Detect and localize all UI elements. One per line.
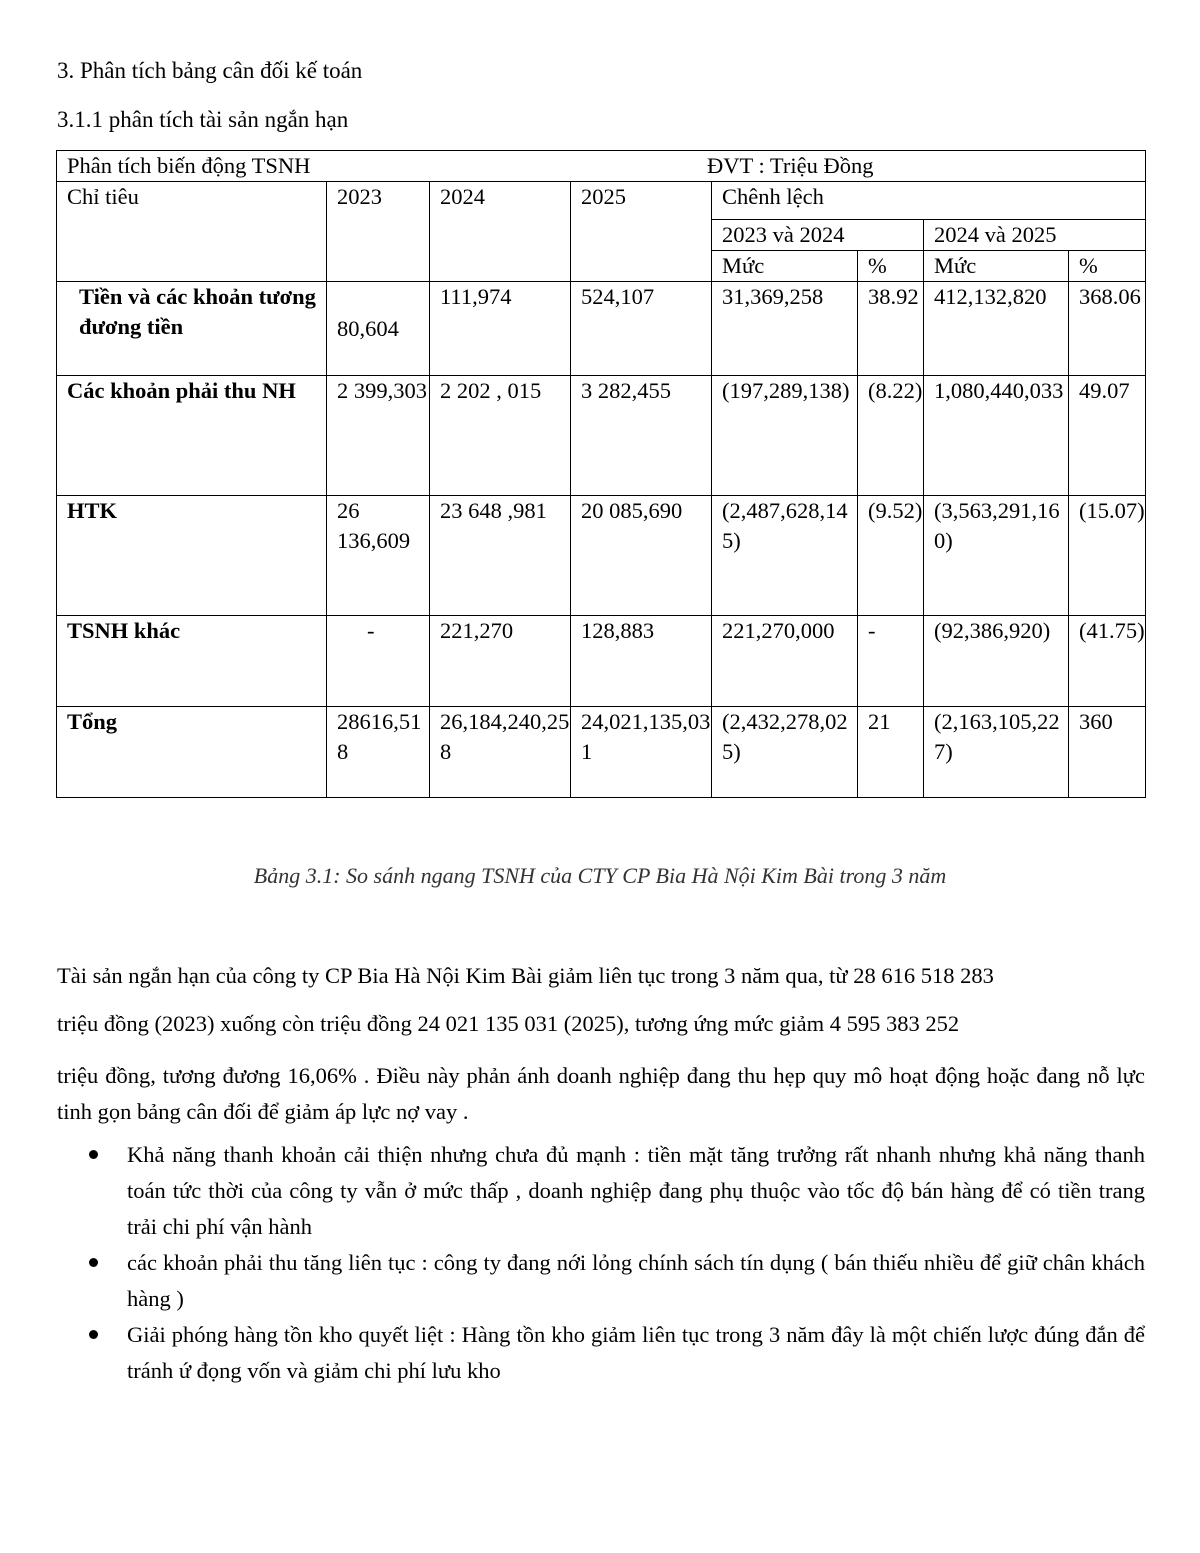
list-item xyxy=(57,1245,1145,1317)
bullet-text: Khả năng thanh khoản cải thiện nhưng chưa đủ mạnh : tiền mặt tăng trưởng rất nhanh nhưng khả năng thanh toán tức thời của công ty vẫn ở mức thấp , doanh nghiệp đang phụ thuộc vào tốc độ bán hàng để có tiền trang trải chi phí vận hành xyxy=(127,1142,1145,1239)
row-label: HTK xyxy=(57,496,327,616)
cell-level-b: (2,163,105,227) xyxy=(924,707,1069,798)
header-2024: 2024 xyxy=(430,182,571,282)
cell-pct-b: (15.07) xyxy=(1069,496,1146,616)
table-row xyxy=(57,376,1146,496)
cell-level-b: 1,080,440,033 xyxy=(924,376,1069,496)
row-label: Tổng xyxy=(57,707,327,798)
header-indicator: Chỉ tiêu xyxy=(57,182,327,282)
header-2025: 2025 xyxy=(571,182,712,282)
paragraph-line-2: triệu đồng (2023) xuống còn triệu đồng 24 021 135 031 (2025), tương ứng mức giảm 4 595 383 252 xyxy=(57,1011,960,1036)
cell-level-b: (92,386,920) xyxy=(924,616,1069,707)
cell-2025: 3 282,455 xyxy=(571,376,712,496)
list-item xyxy=(57,1137,1145,1245)
cell-2023: 28616,518 xyxy=(327,707,430,798)
cell-2023: 80,604 xyxy=(327,282,430,376)
row-label: Các khoản phải thu NH xyxy=(57,376,327,496)
header-difference: Chênh lệch xyxy=(712,182,1146,220)
cell-2024: 2 202 , 015 xyxy=(430,376,571,496)
cell-level-a: 221,270,000 xyxy=(712,616,858,707)
table-title: Phân tích biến động TSNH xyxy=(67,153,311,178)
cell-pct-a: 21 xyxy=(858,707,924,798)
cell-level-b: 412,132,820 xyxy=(924,282,1069,376)
cell-pct-b: 360 xyxy=(1069,707,1146,798)
header-diff-2024-2025: 2024 và 2025 xyxy=(924,220,1146,251)
row-label: TSNH khác xyxy=(57,616,327,707)
cell-pct-a: (8.22) xyxy=(858,376,924,496)
table-row xyxy=(57,616,1146,707)
header-diff-2023-2024: 2023 và 2024 xyxy=(712,220,924,251)
header-level-a: Mức xyxy=(712,251,858,282)
bullet-list xyxy=(57,1137,1145,1389)
cell-2025: 128,883 xyxy=(571,616,712,707)
header-pct-a: % xyxy=(858,251,924,282)
cell-2025: 20 085,690 xyxy=(571,496,712,616)
bullet-icon xyxy=(89,1150,98,1159)
table-row xyxy=(57,707,1146,798)
table-row xyxy=(57,496,1146,616)
cell-2024: 26,184,240,258 xyxy=(430,707,571,798)
tsnh-analysis-table xyxy=(56,150,1146,798)
cell-pct-b: 49.07 xyxy=(1069,376,1146,496)
cell-2023: 26 136,609 xyxy=(327,496,430,616)
header-pct-b: % xyxy=(1069,251,1146,282)
bullet-icon xyxy=(89,1330,98,1339)
cell-pct-b: 368.06 xyxy=(1069,282,1146,376)
cell-2023: 2 399,303 xyxy=(327,376,430,496)
cell-level-a: 31,369,258 xyxy=(712,282,858,376)
cell-2025: 524,107 xyxy=(571,282,712,376)
unit-label: ĐVT : Triệu Đồng xyxy=(707,153,874,178)
list-item xyxy=(57,1317,1145,1389)
cell-2023: - xyxy=(327,616,430,707)
row-label: Tiền và các khoản tương đương tiền xyxy=(57,282,327,376)
subsection-heading: 3.1.1 phân tích tài sản ngắn hạn xyxy=(57,107,349,132)
paragraph-line-1: Tài sản ngắn hạn của công ty CP Bia Hà Nội Kim Bài giảm liên tục trong 3 năm qua, từ 28 616 518 283 xyxy=(57,963,994,988)
table-caption: Bảng 3.1: So sánh ngang TSNH của CTY CP Bia Hà Nội Kim Bài trong 3 năm xyxy=(253,863,947,888)
cell-2024: 23 648 ,981 xyxy=(430,496,571,616)
section-heading: 3. Phân tích bảng cân đối kế toán xyxy=(57,58,363,83)
header-2023: 2023 xyxy=(327,182,430,282)
cell-2024: 111,974 xyxy=(430,282,571,376)
cell-level-a: (197,289,138) xyxy=(712,376,858,496)
cell-2025: 24,021,135,031 xyxy=(571,707,712,798)
cell-2024: 221,270 xyxy=(430,616,571,707)
cell-pct-a: (9.52) xyxy=(858,496,924,616)
cell-level-b: (3,563,291,160) xyxy=(924,496,1069,616)
cell-pct-a: 38.92 xyxy=(858,282,924,376)
bullet-text: Giải phóng hàng tồn kho quyết liệt : Hàng tồn kho giảm liên tục trong 3 năm đây là một chiến lược đúng đắn để tránh ứ đọng vốn và giảm chi phí lưu kho xyxy=(127,1322,1145,1383)
bullet-text: các khoản phải thu tăng liên tục : công ty đang nới lỏng chính sách tín dụng ( bán thiếu nhiều để giữ chân khách hàng ) xyxy=(127,1250,1145,1311)
header-level-b: Mức xyxy=(924,251,1069,282)
bullet-icon xyxy=(89,1258,98,1267)
cell-level-a: (2,432,278,025) xyxy=(712,707,858,798)
table-row xyxy=(57,282,1146,376)
cell-pct-a: - xyxy=(858,616,924,707)
cell-level-a: (2,487,628,145) xyxy=(712,496,858,616)
cell-pct-b: (41.75) xyxy=(1069,616,1146,707)
table-title-row xyxy=(57,151,1146,182)
paragraph-body: triệu đồng, tương đương 16,06% . Điều này phản ánh doanh nghiệp đang thu hẹp quy mô hoạt động hoặc đang nỗ lực tinh gọn bảng cân đối để giảm áp lực nợ vay . xyxy=(57,1063,1145,1124)
